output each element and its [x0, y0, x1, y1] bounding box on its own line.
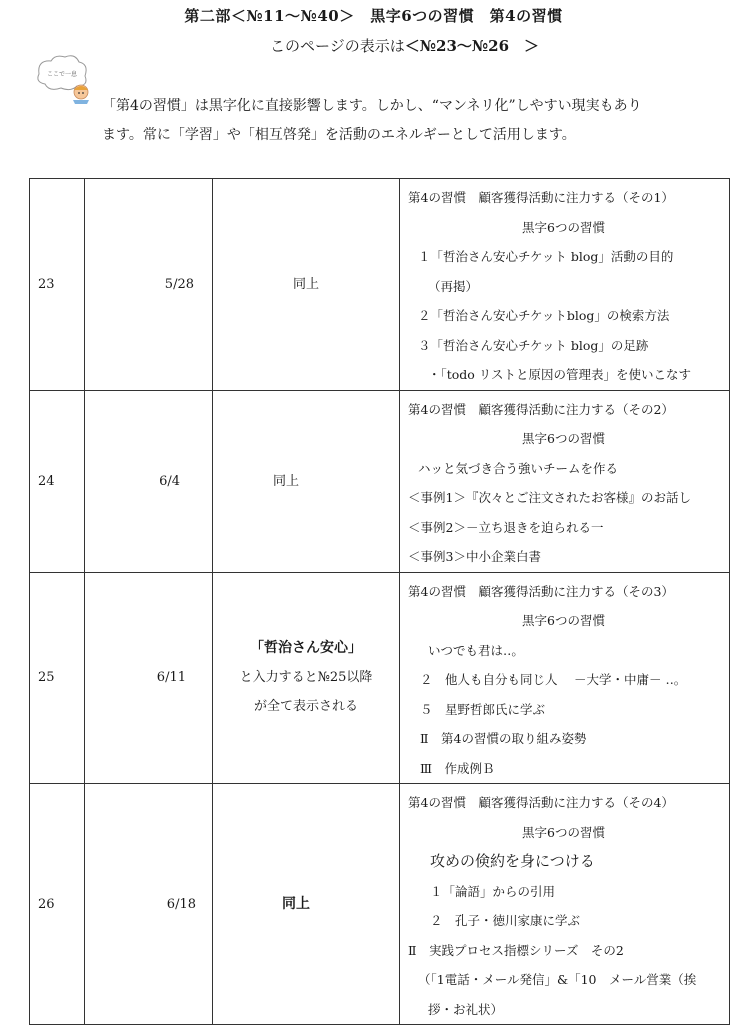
- row-title: 同上: [213, 784, 400, 1025]
- subtitle-range: ＜№23～№26 ＞: [404, 37, 540, 55]
- detail-line: 黒字6つの習慣: [522, 219, 605, 235]
- mascot-label: ここで一息: [46, 71, 78, 78]
- page-title: 第二部＜№11～№40＞ 黒字6つの習慣 第4の習慣: [184, 7, 563, 25]
- intro-line-2: ます。常に「学習」や「相互啓発」を活動のエネルギーとして活用します。: [102, 127, 576, 143]
- detail-line: ＜事例1＞『次々とご注文されたお客様』のお話し: [408, 490, 691, 505]
- detail-line: Ⅱ 実践プロセス指標シリーズ その2: [408, 942, 624, 958]
- detail-line: ・「todo リストと原因の管理表」を使いこなす: [428, 367, 692, 382]
- detail-line: 攻めの倹約を身につける: [430, 852, 595, 870]
- row-details: [400, 179, 730, 391]
- table-row: [30, 179, 730, 391]
- detail-line: ＜事例2＞－立ち退きを迫られる一: [408, 519, 604, 535]
- row-number: 25: [30, 572, 85, 784]
- row-title: 同上: [213, 390, 400, 572]
- detail-line: Ⅱ 第4の習慣の取り組み姿勢: [420, 731, 587, 746]
- row-number: 23: [30, 179, 85, 391]
- row-title: 同上: [213, 179, 400, 391]
- mascot-illustration: [35, 52, 91, 104]
- detail-line: 黒字6つの習慣: [522, 613, 605, 628]
- row-number: 26: [30, 784, 85, 1025]
- row-date: 6/18: [85, 784, 213, 1025]
- page-subtitle: [270, 35, 539, 56]
- row-details: [400, 784, 730, 1025]
- detail-line: ２「哲治さん安心チケットblog」の検索方法: [418, 308, 670, 323]
- detail-line: ２ 他人も自分も同じ人 －大学・中庸－ ‥。: [420, 672, 687, 687]
- row-date: 5/28: [85, 179, 213, 391]
- table-row: [30, 784, 730, 1025]
- detail-line: １「論語」からの引用: [430, 883, 556, 899]
- detail-line: ＜事例3＞中小企業白書: [408, 549, 541, 564]
- detail-line: いつでも君は‥。: [428, 642, 524, 658]
- intro-text: [102, 92, 722, 150]
- detail-line: 第4の習慣 顧客獲得活動に注力する（その2）: [408, 401, 674, 417]
- detail-line: 黒字6つの習慣: [522, 431, 605, 446]
- detail-line: ２ 孔子・徳川家康に学ぶ: [430, 913, 581, 928]
- detail-line: （再掲）: [428, 278, 479, 294]
- detail-line: 第4の習慣 顧客獲得活動に注力する（その1）: [408, 190, 674, 205]
- row-title: 「哲治さん安心」 と入力すると№25以降 が全て表示される: [213, 572, 400, 784]
- detail-line: 黒字6つの習慣: [522, 824, 605, 840]
- detail-line: 拶・お礼状）: [428, 1001, 504, 1017]
- row-number: 24: [30, 390, 85, 572]
- table-row: [30, 572, 730, 784]
- detail-line: ５ 星野哲郎氏に学ぶ: [420, 701, 546, 717]
- row-date: 6/4: [85, 390, 213, 572]
- intro-line-1: 「第4の習慣」は黒字化に直接影響します。しかし、“マンネリ化”しやすい現実もあり: [102, 98, 642, 114]
- detail-line: 第4の習慣 顧客獲得活動に注力する（その3）: [408, 583, 674, 599]
- table-row: [30, 390, 730, 572]
- subtitle-prefix: このページの表示は: [270, 37, 405, 55]
- detail-line: ３「哲治さん安心チケット blog」の足跡: [418, 337, 649, 353]
- detail-line: ハッと気づき合う強いチームを作る: [418, 460, 619, 476]
- row-details: [400, 390, 730, 572]
- row-details: [400, 572, 730, 784]
- row-date: 6/11: [85, 572, 213, 784]
- detail-line: 第4の習慣 顧客獲得活動に注力する（その4）: [408, 795, 674, 810]
- schedule-table: [29, 178, 730, 1025]
- detail-line: Ⅲ 作成例Ｂ: [420, 760, 495, 776]
- detail-line: （「1電話・メール発信」&「10 メール営業（挨: [418, 972, 697, 987]
- detail-line: １「哲治さん安心チケット blog」活動の目的: [418, 249, 674, 264]
